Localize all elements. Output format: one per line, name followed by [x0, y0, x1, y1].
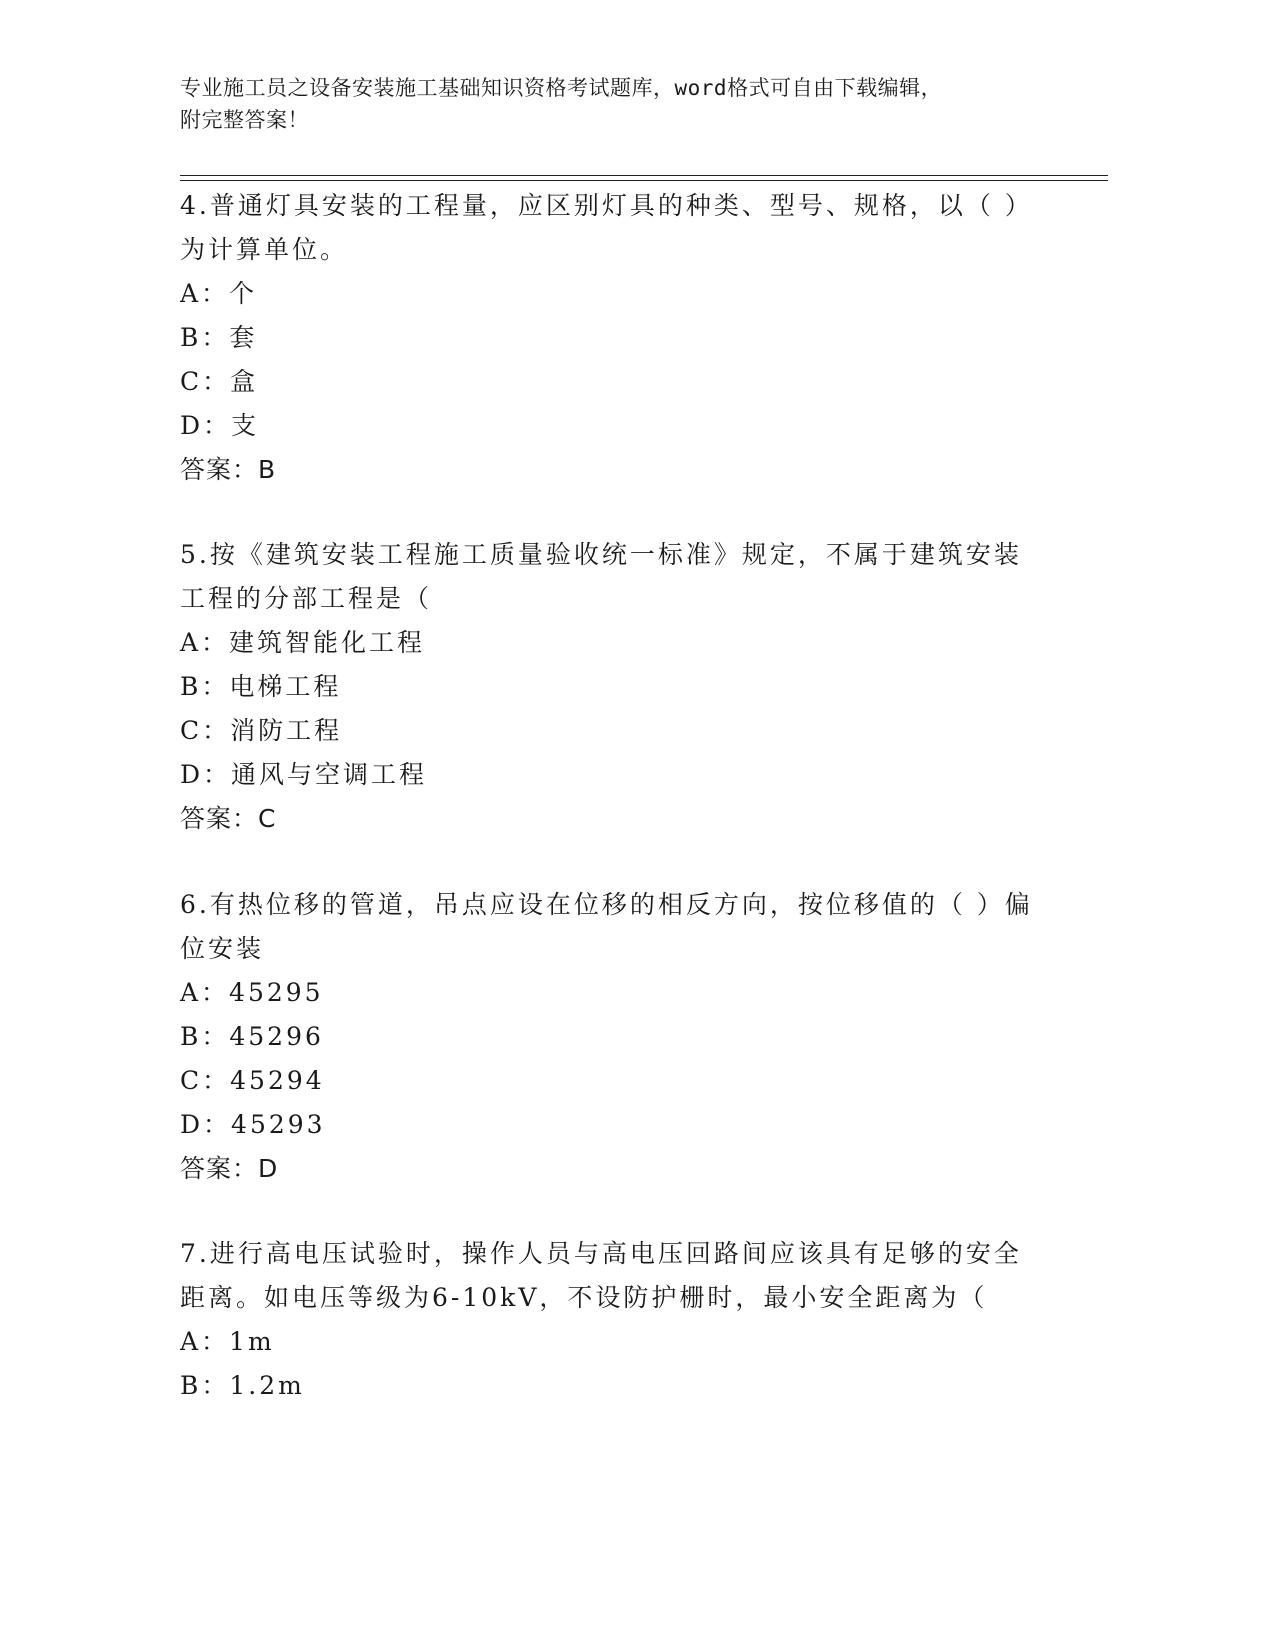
option-d: D：通风与空调工程 [180, 760, 428, 789]
option-c: C：消防工程 [180, 716, 343, 745]
question-stem-line: 5.按《建筑安装工程施工质量验收统一标准》规定，不属于建筑安装 [180, 540, 1022, 569]
question-stem-line: 距离。如电压等级为6-10kV，不设防护栅时，最小安全距离为（ [180, 1283, 988, 1312]
option-b: B：电梯工程 [180, 672, 342, 701]
question-stem [180, 883, 1060, 971]
document-header [180, 72, 1060, 136]
header-divider-top [180, 175, 1108, 176]
header-line-1: 专业施工员之设备安装施工基础知识资格考试题库，word格式可自由下载编辑， [180, 76, 943, 100]
option-a: A：45295 [180, 978, 324, 1007]
option-c: C：盒 [180, 367, 259, 396]
option-c: C：45294 [180, 1066, 325, 1095]
question-stem-line: 4.普通灯具安装的工程量，应区别灯具的种类、型号、规格，以（ ） [180, 191, 1033, 220]
question-block [180, 184, 1060, 492]
header-line-2: 附完整答案！ [180, 108, 309, 132]
option-a: A：个 [180, 279, 258, 308]
question-stem-line: 为计算单位。 [180, 235, 349, 264]
question-block [180, 533, 1060, 841]
option-b: B：45296 [180, 1022, 324, 1051]
option-d: D：支 [180, 411, 260, 440]
question-stem-line: 位安装 [180, 934, 265, 963]
question-stem-line: 6.有热位移的管道，吊点应设在位移的相反方向，按位移值的（ ）偏 [180, 890, 1033, 919]
question-stem [180, 1232, 1060, 1320]
question-stem-line: 7.进行高电压试验时，操作人员与高电压回路间应该具有足够的安全 [180, 1239, 1022, 1268]
question-stem-line: 工程的分部工程是（ [180, 584, 433, 613]
question-stem [180, 533, 1060, 621]
option-d: D：45293 [180, 1110, 326, 1139]
option-b: B：1.2m [180, 1371, 305, 1400]
answer-line: 答案：B [180, 455, 277, 484]
header-divider-bottom [180, 180, 1108, 181]
question-stem [180, 184, 1060, 272]
answer-line: 答案：C [180, 804, 277, 833]
option-a: A：1m [180, 1327, 275, 1356]
option-b: B：套 [180, 323, 258, 352]
question-block [180, 1232, 1060, 1408]
question-block [180, 883, 1060, 1191]
option-a: A：建筑智能化工程 [180, 628, 426, 657]
answer-line: 答案：D [180, 1154, 279, 1183]
